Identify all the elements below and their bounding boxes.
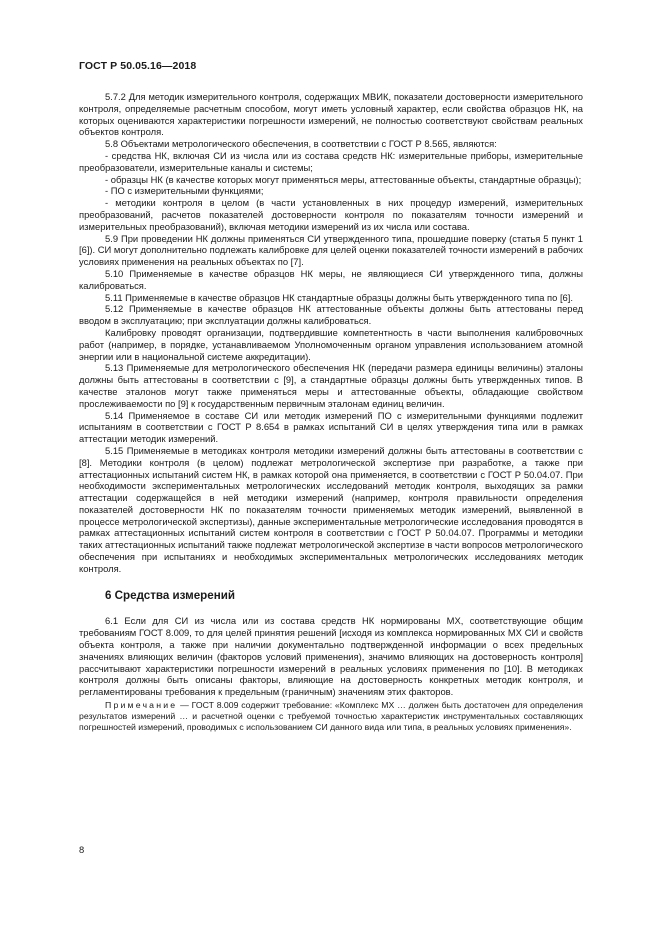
paragraph-5-11: 5.11 Применяемые в качестве образцов НК стандартные образцы должны быть утвержденного типа по [6]. bbox=[105, 291, 573, 303]
paragraph-5-9: 5.9 При проведении НК должны применяться СИ утвержденного типа, прошедшие поверку (статья 5 пункт 1 [6]). СИ могут дополнительно подлежать калибровке для целей оценки показателей точности измерений в рабочих условиях применения на реальных объектах по [7]. bbox=[79, 232, 583, 268]
paragraph-5-10: 5.10 Применяемые в качестве образцов НК меры, не являющиеся СИ утвержденного типа, должны калиброваться. bbox=[79, 267, 583, 291]
note-label: Примечание bbox=[105, 700, 178, 711]
section-heading: 6 Средства измерений bbox=[105, 588, 235, 602]
paragraph-6-1: 6.1 Если для СИ из числа или из состава средств НК нормированы МХ, соответствующие общим требованиям ГОСТ 8.009, то для целей принятия решений [исходя из комплекса нормированных МХ СИ и свойств объекта контроля, а также при наличии документально подтвержденной информации о всех предельных значениях влияющих величин (факторов условий применения), значимо влияющих на достоверность контроля] рассчитывают характеристики погрешности измерений в реальных условиях применения по [10]. В методиках контроля должны быть описаны факторы, влияющие на достоверность конкретных методик контроля, и регламентированы требования к предельным (граничным) значениям этих факторов. bbox=[79, 615, 583, 698]
paragraph-5-15: 5.15 Применяемые в методиках контроля методики измерений должны быть аттестованы в соответствии с [8]. Методики контроля (в целом) подлежат метрологической экспертизе при разработке, а также при аттестационных испытаний систем НК, в рамках которой она применяется, в соответствии с ГОСТ Р 50.04.07. При необходимости экспериментальных метрологических исследований методик контроля, выходящих за рамки аттестации содержащейся в ней методики измерений (например, контроля правильности определения показателей достоверности НК по показателям точности применяемых методик измерений, выявленной в процессе метрологической экспертизы), данные экспериментальные метрологические исследования проводятся в рамках аттестационных испытаний систем контроля в соответствии с ГОСТ Р 50.04.07. Программы и методики таких аттестационных испытаний также подлежат метрологической экспертизе в части вопросов метрологического обеспечения при испытаниях и необходимых экспериментальных метрологических исследованиях методик контроля. bbox=[79, 444, 583, 574]
paragraph-5-8: 5.8 Объектами метрологического обеспечения, в соответствии с ГОСТ Р 8.565, являются: bbox=[105, 138, 497, 150]
note-text: — ГОСТ 8.009 содержит требование: «Комплекс МХ … должен быть достаточен для определения результатов измерений … и расчетной оценки с требуемой точностью характеристик инструментальных составляющих погрешностей измерений, проводимых с использованием СИ данного вида или типа, в реальных условиях применения». bbox=[79, 700, 583, 732]
paragraph-5-7-2: 5.7.2 Для методик измерительного контроля, содержащих МВИК, показатели достоверности измерительного контроля, определяемые расчетным способом, могут иметь условный характер, если свойства образцов НК, на которых оцениваются характеристики погрешности измерений, не полностью соответствуют свойствам реальных объектов контроля. bbox=[79, 91, 583, 138]
paragraph-5-13: 5.13 Применяемые для метрологического обеспечения НК (передачи размера единицы величины) эталоны должны быть аттестованы в соответствии с [9], а стандартные образцы должны быть утвержденных типов. В качестве эталонов могут также применяться меры и аттестованные объекты, обладающие свойством прослеживаемости по [9] к государственным первичным эталонам единиц величин. bbox=[79, 362, 583, 409]
document-header: ГОСТ Р 50.05.16—2018 bbox=[79, 60, 197, 72]
note bbox=[79, 700, 583, 733]
page-number: 8 bbox=[79, 844, 85, 855]
list-item: - образцы НК (в качестве которых могут применяться меры, аттестованные объекты, стандартные образцы); bbox=[105, 173, 582, 185]
paragraph-5-14: 5.14 Применяемое в составе СИ или методик измерений ПО с измерительными функциями подлежит испытаниям в соответствии с ГОСТ Р 8.654 в рамках испытаний СИ в целях утверждения типа или в рамках аттестации методик измерений. bbox=[79, 409, 583, 445]
paragraph-calibration: Калибровку проводят организации, подтвердившие компетентность в части выполнения калибровочных работ (например, в порядке, устанавливаемом Уполномоченным органом управления использованием атомной энергии или в национальной системе аккредитации). bbox=[79, 326, 583, 362]
list-item: - средства НК, включая СИ из числа или из состава средств НК: измерительные приборы, измерительные преобразователи, измерительные каналы и системы; bbox=[79, 149, 583, 173]
paragraph-5-12: 5.12 Применяемые в качестве образцов НК аттестованные объекты должны быть аттестованы перед вводом в эксплуатацию; при эксплуатации должны калиброваться. bbox=[79, 303, 583, 327]
list-item: - методики контроля в целом (в части установленных в них процедур измерений, измерительных преобразований, расчетов показателей достоверности контроля по показателям точности измерений и измерительных преобразований), включая методики измерений из их числа или состава. bbox=[79, 197, 583, 232]
document-body bbox=[79, 91, 583, 733]
list-item: - ПО с измерительными функциями; bbox=[105, 185, 264, 197]
